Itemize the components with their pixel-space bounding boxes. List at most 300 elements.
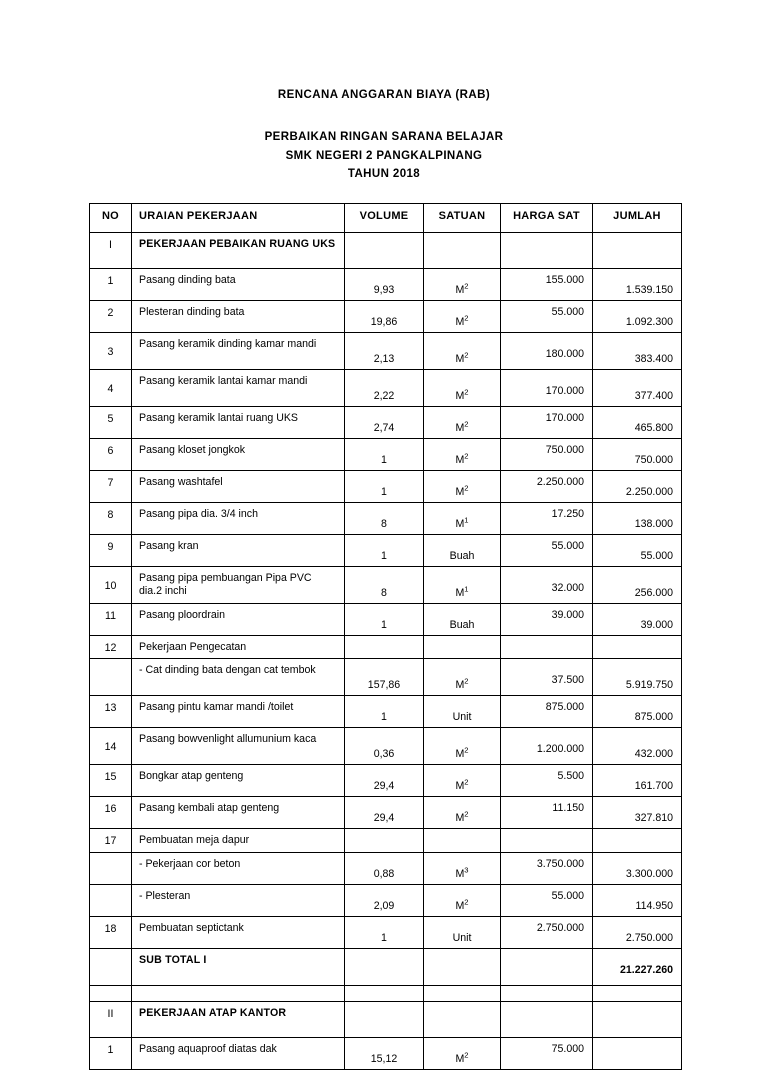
row-harga-sat: 37.500 — [551, 674, 584, 686]
row-description: PEKERJAAN ATAP KANTOR — [139, 1006, 287, 1019]
cell-no — [90, 438, 132, 470]
satuan-base: M — [455, 283, 465, 296]
row-harga-sat: 2.250.000 — [536, 475, 584, 488]
satuan-base: Unit — [452, 931, 472, 944]
cell-volume — [345, 232, 424, 268]
cell-no — [90, 1037, 132, 1069]
satuan-base: M — [455, 586, 465, 599]
row-jumlah: 432.000 — [634, 748, 673, 760]
row-description: Pasang dinding bata — [139, 273, 236, 286]
rab-table — [89, 203, 682, 1070]
cell-uraian — [132, 268, 345, 300]
satuan-exponent: 1 — [464, 514, 469, 524]
table-header-row — [90, 203, 682, 232]
satuan-exponent: 2 — [464, 896, 469, 906]
cell-jumlah — [593, 332, 682, 369]
row-satuan — [424, 604, 500, 635]
row-number — [90, 986, 131, 992]
satuan-base: M — [455, 867, 465, 880]
cell-uraian — [132, 797, 345, 829]
row-number: 9 — [107, 540, 114, 553]
cell-no — [90, 797, 132, 829]
row-satuan — [424, 233, 500, 242]
cell-jumlah — [593, 765, 682, 797]
cell-volume — [345, 534, 424, 566]
row-number: 17 — [104, 835, 117, 847]
row-satuan — [424, 917, 500, 948]
cell-volume — [345, 1001, 424, 1037]
row-harga-sat: 17.250 — [551, 507, 584, 520]
cell-satuan — [424, 765, 501, 797]
row-satuan — [424, 407, 500, 438]
row-volume: 157,86 — [367, 679, 401, 691]
row-harga-sat — [501, 829, 592, 838]
row-harga-sat: 11.150 — [552, 802, 584, 814]
cell-harga-sat — [501, 985, 593, 1001]
cell-uraian — [132, 566, 345, 603]
row-satuan — [424, 728, 500, 764]
row-number: I — [109, 238, 112, 251]
cell-jumlah — [593, 300, 682, 332]
cell-satuan — [424, 268, 501, 300]
satuan-base: M — [455, 748, 465, 760]
row-number — [90, 885, 131, 891]
table-row — [90, 603, 682, 635]
cell-volume — [345, 603, 424, 635]
cell-volume — [345, 797, 424, 829]
row-description: Pasang ploordrain — [139, 608, 225, 621]
row-volume — [345, 829, 423, 838]
cell-jumlah — [593, 1037, 682, 1069]
row-volume: 1 — [381, 618, 387, 631]
cell-uraian — [132, 369, 345, 406]
row-harga-sat: 39.000 — [551, 608, 584, 621]
row-description: Bongkar atap genteng — [139, 770, 244, 782]
row-satuan — [424, 765, 500, 796]
cell-no — [90, 985, 132, 1001]
row-number: 16 — [104, 803, 117, 815]
table-row — [90, 1037, 682, 1069]
table-row — [90, 948, 682, 985]
table-row — [90, 438, 682, 470]
satuan-base: M — [455, 1052, 465, 1065]
row-harga-sat: 750.000 — [545, 443, 584, 456]
cell-harga-sat — [501, 566, 593, 603]
cell-harga-sat — [501, 635, 593, 659]
cell-satuan — [424, 1037, 501, 1069]
row-jumlah: 138.000 — [634, 517, 673, 530]
row-description: Pasang pipa pembuangan Pipa PVC dia.2 inchi — [139, 571, 312, 597]
row-number: 5 — [107, 412, 114, 425]
row-description: Pasang kembali atap genteng — [139, 802, 280, 814]
cell-satuan — [424, 696, 501, 728]
table-row — [90, 635, 682, 659]
row-harga-sat — [501, 233, 592, 242]
subtitle-school: SMK NEGERI 2 PANGKALPINANG — [285, 149, 483, 162]
row-harga-sat: 55.000 — [551, 889, 584, 902]
page-title: RENCANA ANGGARAN BIAYA (RAB) — [277, 89, 491, 101]
row-volume — [345, 233, 423, 242]
cell-volume — [345, 438, 424, 470]
cell-jumlah — [593, 948, 682, 985]
row-satuan — [424, 301, 500, 332]
cell-no — [90, 268, 132, 300]
cell-volume — [345, 470, 424, 502]
row-volume: 0,88 — [373, 867, 395, 880]
header-cell-uraian — [132, 203, 345, 232]
row-number: 4 — [107, 382, 114, 395]
row-satuan — [424, 503, 500, 534]
table-row — [90, 502, 682, 534]
satuan-base: M — [455, 812, 465, 824]
cell-no — [90, 728, 132, 765]
cell-satuan — [424, 438, 501, 470]
satuan-exponent: 2 — [464, 450, 469, 460]
row-number: 13 — [104, 702, 117, 714]
table-row — [90, 232, 682, 268]
cell-no — [90, 534, 132, 566]
table-row — [90, 659, 682, 696]
document-titles — [0, 0, 768, 184]
row-number: 15 — [104, 771, 117, 783]
cell-no — [90, 406, 132, 438]
row-harga-sat — [501, 1002, 592, 1011]
row-number: 8 — [107, 508, 114, 521]
cell-uraian — [132, 232, 345, 268]
row-description: Pasang keramik lantai kamar mandi — [139, 374, 308, 387]
row-satuan — [424, 1038, 500, 1069]
cell-harga-sat — [501, 659, 593, 696]
satuan-base: M — [455, 780, 465, 792]
cell-uraian — [132, 502, 345, 534]
satuan-base: Unit — [452, 711, 472, 723]
table-row — [90, 534, 682, 566]
row-satuan — [424, 636, 500, 645]
table-row — [90, 765, 682, 797]
row-volume: 9,93 — [373, 283, 395, 296]
row-description: Pasang kran — [139, 539, 199, 552]
cell-no — [90, 566, 132, 603]
table-row — [90, 916, 682, 948]
cell-no — [90, 502, 132, 534]
row-jumlah: 465.800 — [634, 421, 673, 434]
row-description: Pekerjaan Pengecatan — [139, 640, 247, 653]
cell-volume — [345, 916, 424, 948]
row-volume: 8 — [381, 586, 387, 599]
cell-volume — [345, 829, 424, 853]
satuan-base: M — [455, 389, 465, 402]
row-description: Pasang keramik dinding kamar mandi — [139, 337, 317, 350]
row-volume: 1 — [381, 711, 387, 723]
row-harga-sat: 1.200.000 — [536, 743, 584, 755]
cell-satuan — [424, 406, 501, 438]
cell-satuan — [424, 829, 501, 853]
row-number: II — [107, 1007, 114, 1020]
cell-no — [90, 332, 132, 369]
row-volume: 1 — [381, 453, 387, 466]
row-satuan — [424, 659, 500, 695]
satuan-exponent: 2 — [464, 482, 469, 492]
header-cell-harga-sat — [501, 203, 593, 232]
cell-volume — [345, 884, 424, 916]
cell-satuan — [424, 1001, 501, 1037]
row-description: PEKERJAAN PEBAIKAN RUANG UKS — [139, 237, 336, 250]
cell-uraian — [132, 406, 345, 438]
cell-harga-sat — [501, 470, 593, 502]
cell-jumlah — [593, 502, 682, 534]
table-body — [90, 232, 682, 1069]
satuan-exponent: 2 — [464, 418, 469, 428]
table-row — [90, 1001, 682, 1037]
row-jumlah — [593, 1002, 681, 1011]
cell-no — [90, 603, 132, 635]
table-row — [90, 728, 682, 765]
row-harga-sat: 2.750.000 — [536, 921, 584, 934]
satuan-exponent: 2 — [464, 280, 469, 290]
row-jumlah: 2.250.000 — [625, 485, 673, 498]
cell-satuan — [424, 470, 501, 502]
table-row — [90, 332, 682, 369]
satuan-exponent: 2 — [464, 312, 469, 322]
cell-uraian — [132, 332, 345, 369]
row-satuan — [424, 696, 500, 727]
row-jumlah — [593, 986, 681, 995]
row-jumlah — [593, 1038, 681, 1057]
row-volume: 15,12 — [370, 1052, 398, 1065]
row-description: Pasang pipa dia. 3/4 inch — [139, 507, 258, 520]
table-row — [90, 696, 682, 728]
cell-jumlah — [593, 985, 682, 1001]
row-satuan — [424, 949, 500, 958]
row-description: - Pekerjaan cor beton — [139, 857, 241, 870]
cell-jumlah — [593, 635, 682, 659]
cell-harga-sat — [501, 948, 593, 985]
cell-no — [90, 300, 132, 332]
cell-jumlah — [593, 916, 682, 948]
table-row — [90, 268, 682, 300]
satuan-base: M — [455, 421, 465, 434]
row-satuan — [424, 986, 500, 995]
row-number: 3 — [107, 345, 114, 358]
row-description: Pembuatan septictank — [139, 921, 244, 934]
cell-volume — [345, 852, 424, 884]
cell-harga-sat — [501, 884, 593, 916]
cell-no — [90, 635, 132, 659]
cell-uraian — [132, 728, 345, 765]
cell-satuan — [424, 566, 501, 603]
table-row — [90, 470, 682, 502]
header-label-satuan: SATUAN — [438, 209, 486, 222]
row-satuan — [424, 885, 500, 916]
table-row — [90, 369, 682, 406]
row-satuan — [424, 853, 500, 884]
satuan-base: M — [455, 517, 465, 530]
table-row — [90, 300, 682, 332]
cell-uraian — [132, 534, 345, 566]
cell-harga-sat — [501, 603, 593, 635]
cell-no — [90, 948, 132, 985]
cell-jumlah — [593, 534, 682, 566]
satuan-base: M — [455, 485, 465, 498]
cell-satuan — [424, 332, 501, 369]
row-number: 10 — [104, 579, 117, 592]
row-harga-sat — [501, 636, 592, 645]
table-row — [90, 985, 682, 1001]
table-row — [90, 797, 682, 829]
row-volume: 1 — [381, 485, 387, 498]
row-description: Pasang bowvenlight allumunium kaca — [139, 733, 317, 745]
cell-volume — [345, 369, 424, 406]
row-jumlah: 377.400 — [634, 389, 673, 402]
row-description: - Plesteran — [139, 889, 191, 902]
row-jumlah: 256.000 — [634, 586, 673, 599]
cell-uraian — [132, 829, 345, 853]
table-row — [90, 852, 682, 884]
cell-uraian — [132, 470, 345, 502]
cell-uraian — [132, 300, 345, 332]
satuan-exponent: 2 — [464, 777, 469, 787]
cell-uraian — [132, 696, 345, 728]
cell-uraian — [132, 948, 345, 985]
row-satuan — [424, 471, 500, 502]
row-satuan — [424, 535, 500, 566]
row-number: 2 — [107, 306, 114, 319]
table-row — [90, 884, 682, 916]
row-harga-sat: 170.000 — [545, 411, 584, 424]
cell-volume — [345, 1037, 424, 1069]
subtitle-project: PERBAIKAN RINGAN SARANA BELAJAR — [264, 131, 504, 143]
row-harga-sat — [501, 986, 592, 995]
cell-jumlah — [593, 603, 682, 635]
cell-no — [90, 659, 132, 696]
row-volume — [345, 1002, 423, 1011]
row-jumlah: 5.919.750 — [625, 679, 673, 691]
cell-uraian — [132, 916, 345, 948]
header-cell-satuan — [424, 203, 501, 232]
cell-satuan — [424, 948, 501, 985]
row-description: Pasang washtafel — [139, 475, 223, 488]
row-jumlah — [593, 636, 681, 645]
cell-harga-sat — [501, 829, 593, 853]
table-row — [90, 566, 682, 603]
row-harga-sat: 55.000 — [551, 305, 584, 318]
row-volume: 2,22 — [373, 389, 395, 402]
cell-volume — [345, 728, 424, 765]
cell-satuan — [424, 300, 501, 332]
satuan-exponent: 2 — [464, 386, 469, 396]
cell-volume — [345, 765, 424, 797]
cell-harga-sat — [501, 534, 593, 566]
row-volume: 1 — [381, 549, 387, 562]
cell-jumlah — [593, 438, 682, 470]
cell-satuan — [424, 797, 501, 829]
satuan-base: M — [455, 315, 465, 328]
row-volume: 8 — [381, 517, 387, 530]
satuan-exponent: 2 — [464, 745, 469, 755]
cell-satuan — [424, 369, 501, 406]
row-description: Pasang aquaproof diatas dak — [139, 1042, 277, 1055]
row-satuan — [424, 829, 500, 838]
row-volume: 2,09 — [373, 899, 395, 912]
row-description: Pasang keramik lantai ruang UKS — [139, 411, 298, 424]
rab-table-container — [89, 203, 681, 1070]
row-jumlah: 327.810 — [634, 812, 673, 824]
cell-satuan — [424, 502, 501, 534]
cell-uraian — [132, 765, 345, 797]
header-cell-volume — [345, 203, 424, 232]
cell-no — [90, 916, 132, 948]
row-jumlah: 39.000 — [640, 618, 673, 631]
row-jumlah: 21.227.260 — [619, 963, 673, 976]
header-label-jumlah: JUMLAH — [613, 209, 661, 222]
cell-no — [90, 765, 132, 797]
cell-volume — [345, 566, 424, 603]
row-number — [90, 949, 131, 955]
cell-harga-sat — [501, 765, 593, 797]
document-subtitle-block — [0, 128, 768, 184]
cell-volume — [345, 502, 424, 534]
satuan-base: Buah — [449, 549, 475, 562]
cell-jumlah — [593, 852, 682, 884]
row-number: 18 — [104, 922, 117, 935]
cell-uraian — [132, 1001, 345, 1037]
row-description: Pasang pintu kamar mandi /toilet — [139, 701, 294, 713]
row-harga-sat: 875.000 — [545, 701, 584, 713]
satuan-exponent: 2 — [464, 676, 469, 686]
row-satuan — [424, 333, 500, 369]
row-description: Pembuatan meja dapur — [139, 834, 250, 846]
table-row — [90, 829, 682, 853]
row-volume: 2,74 — [373, 421, 395, 434]
cell-no — [90, 852, 132, 884]
cell-uraian — [132, 635, 345, 659]
satuan-exponent: 2 — [464, 809, 469, 819]
cell-uraian — [132, 884, 345, 916]
cell-satuan — [424, 916, 501, 948]
cell-satuan — [424, 728, 501, 765]
cell-harga-sat — [501, 300, 593, 332]
row-harga-sat: 180.000 — [545, 347, 584, 360]
row-harga-sat: 32.000 — [551, 581, 584, 594]
row-description: - Cat dinding bata dengan cat tembok — [139, 664, 316, 676]
satuan-exponent: 2 — [464, 349, 469, 359]
cell-jumlah — [593, 1001, 682, 1037]
cell-satuan — [424, 852, 501, 884]
cell-harga-sat — [501, 369, 593, 406]
cell-jumlah — [593, 829, 682, 853]
cell-no — [90, 884, 132, 916]
cell-uraian — [132, 985, 345, 1001]
cell-satuan — [424, 884, 501, 916]
satuan-base: M — [455, 899, 465, 912]
row-jumlah: 55.000 — [640, 549, 673, 562]
row-satuan — [424, 370, 500, 406]
cell-satuan — [424, 534, 501, 566]
row-harga-sat: 75.000 — [551, 1042, 584, 1055]
cell-uraian — [132, 659, 345, 696]
satuan-exponent: 2 — [464, 1049, 469, 1059]
cell-harga-sat — [501, 852, 593, 884]
row-jumlah: 1.539.150 — [625, 283, 673, 296]
row-number: 6 — [107, 444, 114, 457]
cell-volume — [345, 659, 424, 696]
cell-harga-sat — [501, 502, 593, 534]
cell-satuan — [424, 985, 501, 1001]
cell-no — [90, 369, 132, 406]
cell-satuan — [424, 635, 501, 659]
row-jumlah: 161.700 — [634, 780, 673, 792]
row-jumlah: 1.092.300 — [625, 315, 673, 328]
